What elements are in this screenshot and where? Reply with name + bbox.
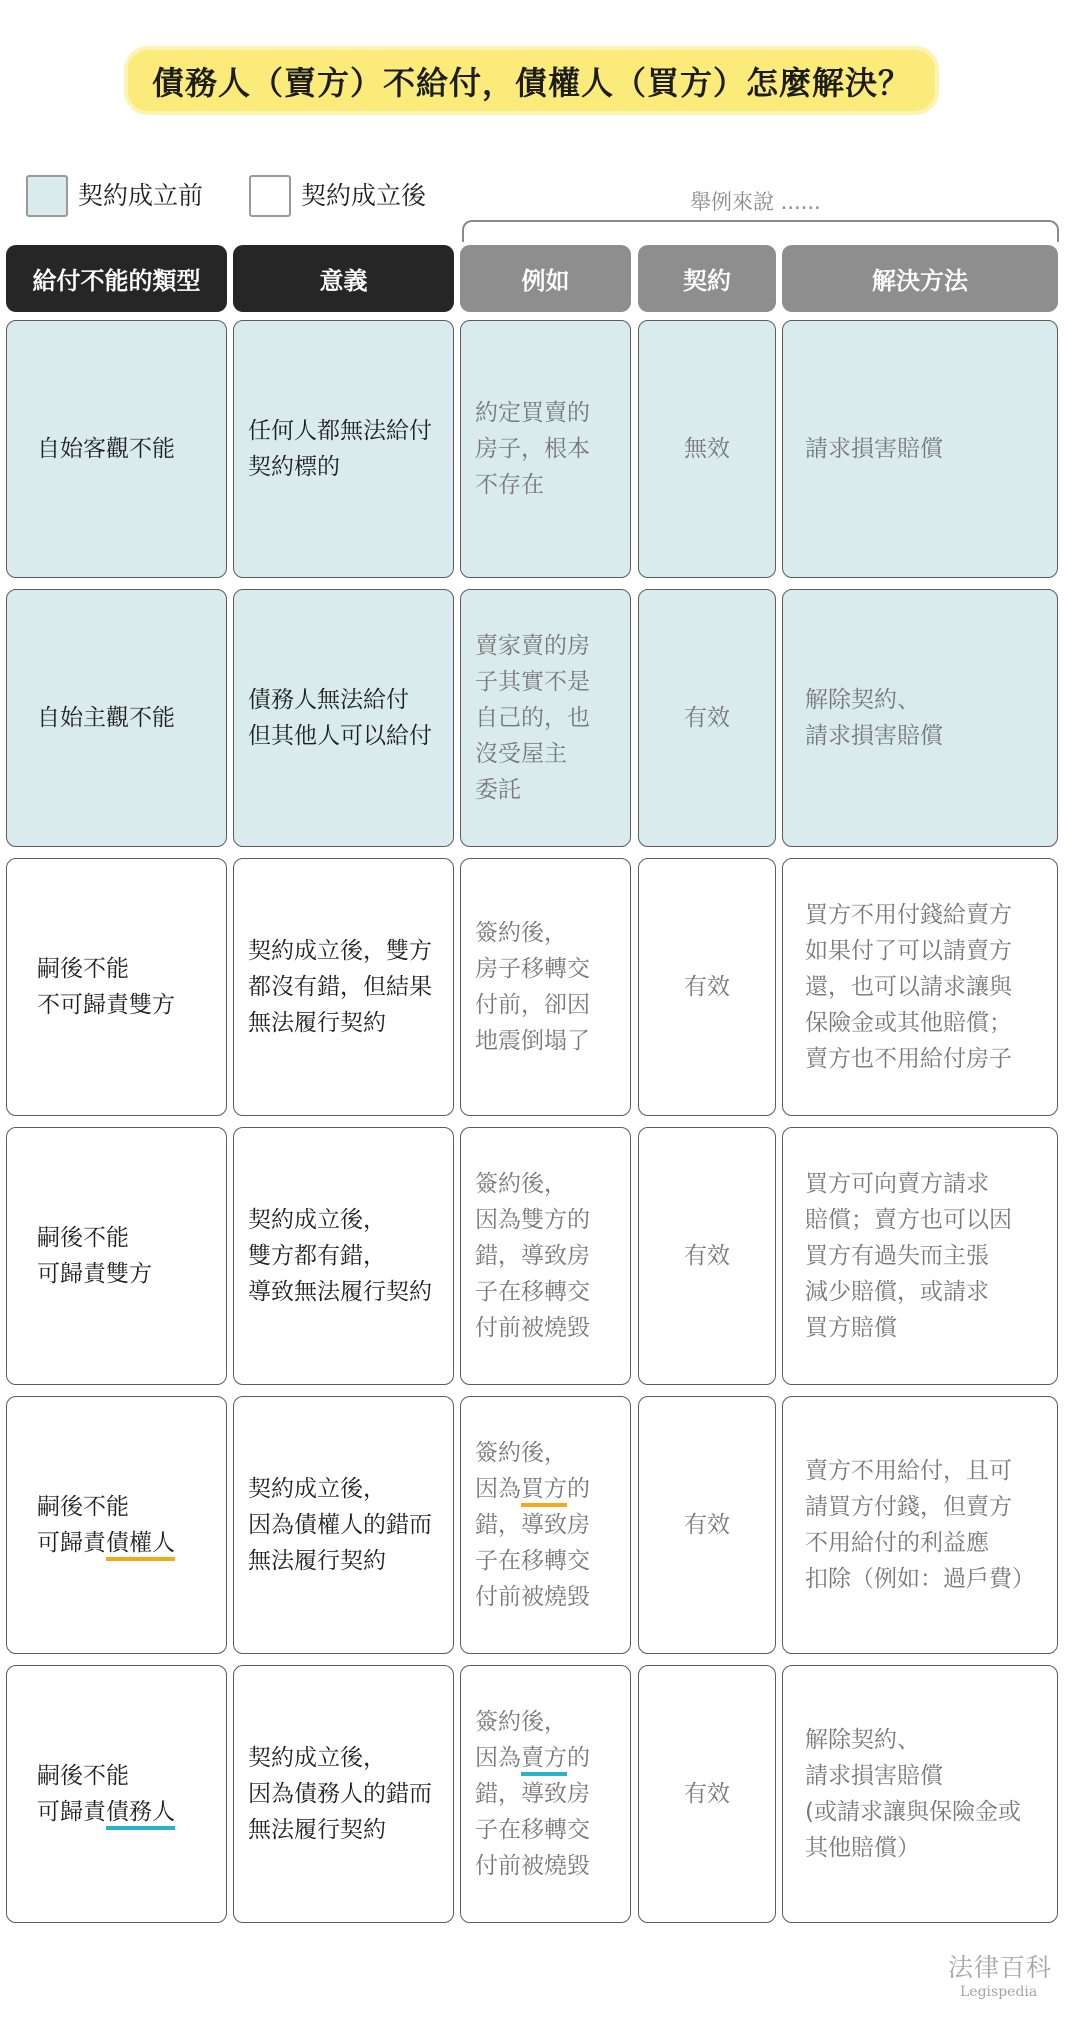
header-type: 給付不能的類型 (6, 245, 227, 312)
row1-type-text: 自始客觀不能 (37, 436, 175, 462)
row1-contract-text: 無效 (684, 436, 730, 462)
row2-type (6, 589, 227, 847)
row4-meaning-text: 契約成立後， 雙方都有錯， 導致無法履行契約 (248, 1207, 432, 1305)
brand-logo-subtext: Legispedia (960, 1984, 1038, 2000)
row6-example-pre: 因為 (475, 1745, 521, 1771)
row3-example-text: 簽約後， 房子移轉交 付前，卻因 地震倒塌了 (475, 920, 590, 1054)
row6-meaning (233, 1665, 454, 1923)
legend-after-swatch (249, 175, 291, 217)
row6-type-prefix: 可歸責 (37, 1799, 106, 1825)
row6-contract-text: 有效 (684, 1781, 730, 1807)
row2-meaning-text: 債務人無法給付 但其他人可以給付 (248, 687, 432, 749)
row3-contract (638, 858, 776, 1116)
row2-contract-text: 有效 (684, 705, 730, 731)
legend-after-label: 契約成立後 (301, 181, 427, 210)
row4-contract-text: 有效 (684, 1243, 730, 1269)
row3-type-text (37, 951, 175, 1023)
row5-meaning-text: 契約成立後， 因為債權人的錯而 無法履行契約 (248, 1476, 432, 1574)
row6-solution-text: 解除契約、 請求損害賠償 (或請求讓與保險金或 其他賠償） (805, 1727, 1021, 1861)
row6-example-rest: 錯，導致房 子在移轉交 付前被燒毀 (475, 1781, 590, 1879)
row2-solution-text: 解除契約、 請求損害賠償 (805, 687, 943, 749)
row5-type-highlight: 債權人 (106, 1530, 175, 1556)
row1-type (6, 320, 227, 578)
row5-solution (782, 1396, 1058, 1654)
row5-contract (638, 1396, 776, 1654)
row5-type-prefix: 可歸責 (37, 1530, 106, 1556)
brand-logo-text: 法律百科 (948, 1953, 1053, 1982)
row5-contract-text: 有效 (684, 1512, 730, 1538)
page-title: 債務人（賣方）不給付，債權人（買方）怎麼解決？ (124, 46, 939, 115)
header-contract: 契約 (638, 245, 776, 312)
row6-example-highlight: 賣方 (521, 1745, 567, 1771)
row3-example (460, 858, 631, 1116)
row6-type (6, 1665, 227, 1923)
example-bracket (462, 220, 1059, 242)
row5-type (6, 1396, 227, 1654)
row4-type (6, 1127, 227, 1385)
row2-example-text: 賣家賣的房 子其實不是 自己的，也 沒受屋主 委託 (475, 633, 590, 803)
row3-solution-text: 買方不用付錢給賣方 如果付了可以請賣方 還，也可以請求讓與 保險金或其他賠償； 賣方也不用給付房子 (805, 902, 1012, 1072)
row3-type-line2: 不可歸責雙方 (37, 992, 175, 1018)
row6-example-post: 的 (567, 1745, 590, 1771)
row2-solution (782, 589, 1058, 847)
row2-type-text: 自始主觀不能 (37, 705, 175, 731)
row4-type-line1: 嗣後不能 (37, 1225, 129, 1251)
row4-type-line2: 可歸責雙方 (37, 1261, 152, 1287)
row3-solution (782, 858, 1058, 1116)
row6-example (460, 1665, 631, 1923)
header-solution: 解決方法 (782, 245, 1058, 312)
row5-example-post: 的 (567, 1476, 590, 1502)
legend-before-label: 契約成立前 (78, 181, 204, 210)
row4-meaning (233, 1127, 454, 1385)
row5-example-pre: 因為 (475, 1476, 521, 1502)
row5-meaning (233, 1396, 454, 1654)
row6-example-text (475, 1704, 590, 1884)
row1-meaning-text: 任何人都無法給付 契約標的 (248, 418, 432, 480)
row5-example-text (475, 1435, 590, 1615)
row3-type-line1: 嗣後不能 (37, 956, 129, 982)
row5-solution-text: 賣方不用給付，且可 請買方付錢，但賣方 不用給付的利益應 扣除（例如：過戶費） (805, 1458, 1035, 1592)
row1-example-text: 約定買賣的 房子，根本 不存在 (475, 400, 590, 498)
row4-contract (638, 1127, 776, 1385)
header-meaning: 意義 (233, 245, 454, 312)
row3-meaning (233, 858, 454, 1116)
row2-example (460, 589, 631, 847)
row5-type-text (37, 1489, 175, 1561)
row5-example (460, 1396, 631, 1654)
row5-example-rest: 錯，導致房 子在移轉交 付前被燒毀 (475, 1512, 590, 1610)
row5-example-highlight: 買方 (521, 1476, 567, 1502)
row6-solution (782, 1665, 1058, 1923)
row4-solution (782, 1127, 1058, 1385)
row4-example-text: 簽約後， 因為雙方的 錯，導致房 子在移轉交 付前被燒毀 (475, 1171, 590, 1341)
row6-type-line1: 嗣後不能 (37, 1763, 129, 1789)
row1-example (460, 320, 631, 578)
row2-meaning (233, 589, 454, 847)
legend-before-swatch (26, 175, 68, 217)
row1-solution (782, 320, 1058, 578)
row6-contract (638, 1665, 776, 1923)
row5-type-line1: 嗣後不能 (37, 1494, 129, 1520)
row1-meaning (233, 320, 454, 578)
row3-meaning-text: 契約成立後，雙方 都沒有錯，但結果 無法履行契約 (248, 938, 432, 1036)
row2-contract (638, 589, 776, 847)
row4-solution-text: 買方可向賣方請求 賠償；賣方也可以因 買方有過失而主張 減少賠償，或請求 買方賠償 (805, 1171, 1012, 1341)
row6-meaning-text: 契約成立後， 因為債務人的錯而 無法履行契約 (248, 1745, 432, 1843)
example-note: 舉例來說 ...... (690, 190, 821, 214)
row4-example (460, 1127, 631, 1385)
row4-type-text (37, 1220, 152, 1292)
row6-type-text (37, 1758, 175, 1830)
row1-contract (638, 320, 776, 578)
row1-solution-text: 請求損害賠償 (805, 436, 943, 462)
row5-example-line1: 簽約後， (475, 1440, 567, 1466)
row3-contract-text: 有效 (684, 974, 730, 1000)
row6-type-highlight: 債務人 (106, 1799, 175, 1825)
row3-type (6, 858, 227, 1116)
row6-example-line1: 簽約後， (475, 1709, 567, 1735)
header-example: 例如 (460, 245, 631, 312)
